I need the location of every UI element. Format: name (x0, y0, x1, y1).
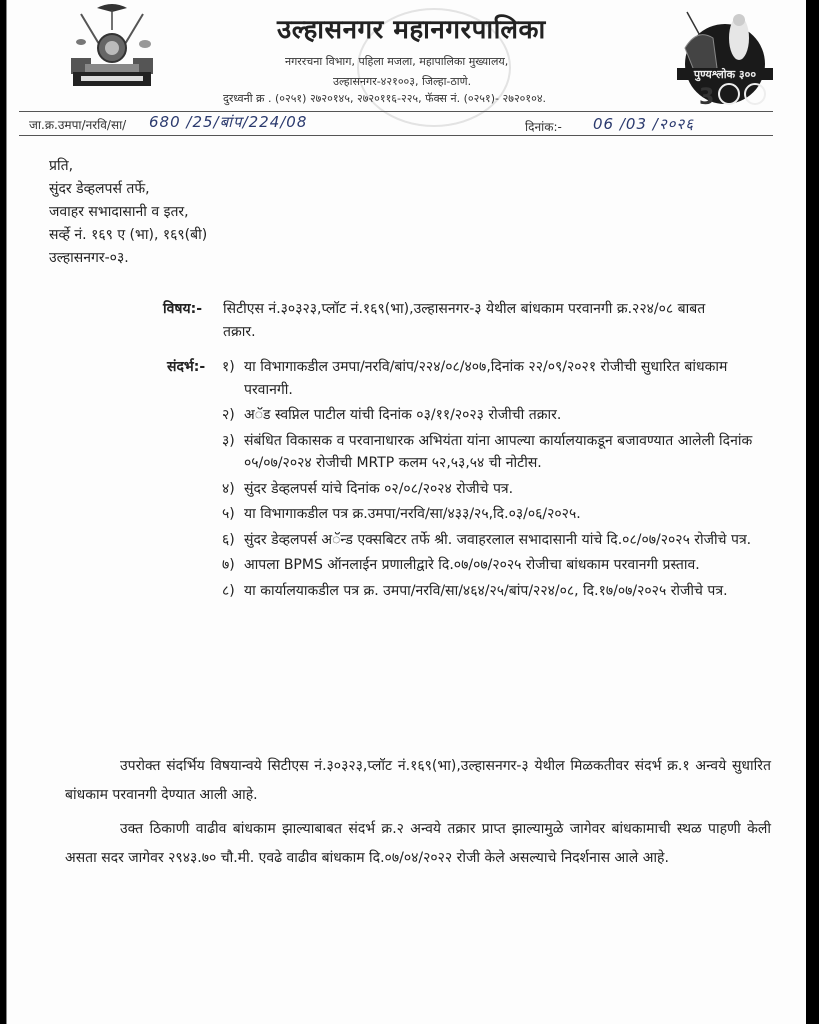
addressee-line: सर्व्हे नं. १६९ ए (भा), १६९(बी) (49, 227, 208, 243)
reference-item (222, 430, 757, 475)
reference-number: ४) (222, 480, 235, 497)
reference-item (222, 404, 757, 427)
subject-block (163, 298, 733, 344)
svg-text:3: 3 (699, 85, 715, 108)
subject-text: सिटीएस नं.३०३२३,प्लॉट नं.१६९(भा),उल्हासनगर-३ येथील बांधकाम परवानगी क्र.२२४/०८ बाबत तक्रार. (223, 301, 706, 340)
header-rule-bottom (19, 135, 773, 136)
addressee-line: सुंदर डेव्हलपर्स तर्फे, (49, 181, 150, 197)
references-label: संदर्भ:- (167, 359, 206, 375)
references-list (222, 356, 757, 605)
reference-number: ३) (222, 432, 235, 449)
reference-item (222, 554, 757, 577)
reference-number: ६) (222, 531, 235, 548)
reference-number: ५) (222, 506, 235, 522)
address-line-1: नगररचना विभाग, पहिला मजला, महापालिका मुख्यालय, (285, 55, 509, 68)
reference-item (222, 580, 757, 603)
punyashlok-300-logo (667, 8, 777, 108)
addressee-line: जवाहर सभादासानी व इतर, (49, 204, 189, 220)
reference-item (222, 356, 757, 401)
reference-text: संबंधित विकासक व परवानाधारक अभियंता यांना आपल्या कार्यालयाकडून बजावण्यात आलेली दिनांक ०५/०७/२०२४ रोजीची MRTP कलम ५२,५३,५४ ची नोटीस. (244, 432, 753, 471)
addressee-line: उल्हासनगर-०३. (49, 250, 129, 266)
reference-text: आपला BPMS ऑनलाईन प्रणालीद्वारे दि.०७/०७/२०२५ रोजीचा बांधकाम परवानगी प्रस्ताव. (244, 557, 700, 573)
body-paragraph-1: उपरोक्त संदर्भिय विषयान्वये सिटीएस नं.३०३२३,प्लॉट नं.१६९(भा),उल्हासनगर-३ येथील मिळकतीवर संदर्भ क्र.१ अन्वये सुधारित बांधकाम परवानगी देण्यात आली आहे. (65, 758, 771, 803)
date-handwritten: 06 /03 /२०२६ (593, 115, 695, 133)
header-rule-top (19, 111, 773, 112)
reference-label: जा.क्र.उमपा/नरवि/सा/ (29, 118, 127, 132)
date-label: दिनांक:- (525, 120, 562, 134)
subject-label: विषय:- (163, 301, 203, 317)
municipal-emblem-logo (67, 2, 157, 96)
reference-item (222, 478, 757, 501)
reference-item (222, 529, 757, 552)
reference-text: या विभागाकडील उमपा/नरवि/बांप/२२४/०८/४०७,दिनांक २२/०९/२०२१ रोजीची सुधारित बांधकाम परवानगी. (244, 359, 728, 398)
address-line-2: उल्हासनगर-४२१००३, जिल्हा-ठाणे. (333, 75, 472, 88)
reference-number: १) (222, 359, 235, 375)
organization-name: उल्हासनगर महानगरपालिका (277, 15, 546, 45)
reference-number: ८) (222, 582, 235, 599)
reference-text: सुंदर डेव्हलपर्स यांचे दिनांक ०२/०८/२०२४ रोजीचे पत्र. (244, 480, 514, 497)
addressee-line: प्रति, (49, 158, 74, 174)
reference-text: सुंदर डेव्हलपर्स अॅन्ड एक्सबिटर तर्फे श्री. जवाहरलाल सभादासानी यांचे दि.०८/०७/२०२५ रोजीचे पत्र. (244, 531, 752, 548)
references-block (167, 356, 757, 605)
reference-item (222, 503, 757, 526)
reference-text: या विभागाकडील पत्र क्र.उमपा/नरवि/सा/४३३/२५,दि.०३/०६/२०२५. (244, 506, 581, 522)
reference-text: या कार्यालयाकडील पत्र क्र. उमपा/नरवि/सा/४६४/२५/बांप/२२४/०८, दि.१७/०७/२०२५ रोजीचे पत्र. (244, 582, 728, 599)
reference-text: अॅड स्वप्निल पाटील यांची दिनांक ०३/११/२०२३ रोजीची तक्रार. (244, 407, 562, 423)
contact-line: दुरध्वनी क्र . (०२५१) २७२०१४५, २७२०११६-२२५, फॅक्स नं. (०२५१)- २७२०१०४. (223, 92, 547, 105)
logo-caption: पुण्यश्लोक ३०० (693, 68, 757, 81)
reference-number-handwritten: 680 /25/बांप/224/08 (149, 113, 308, 131)
addressee-block (49, 155, 207, 270)
reference-number: २) (222, 407, 235, 423)
reference-number: ७) (222, 557, 235, 573)
letter-page (6, 0, 806, 1024)
body-paragraph-2: उक्त ठिकाणी वाढीव बांधकाम झाल्याबाबत संदर्भ क्र.२ अन्वये तक्रार प्राप्त झाल्यामुळे जागेवर बांधकामाची स्थळ पाहणी केली असता सदर जागेवर २९४३.७० चौ.मी. एवढे वाढीव बांधकाम दि.०७/०४/२०२२ रोजी केले असल्याचे निदर्शनास आले आहे. (65, 821, 771, 866)
